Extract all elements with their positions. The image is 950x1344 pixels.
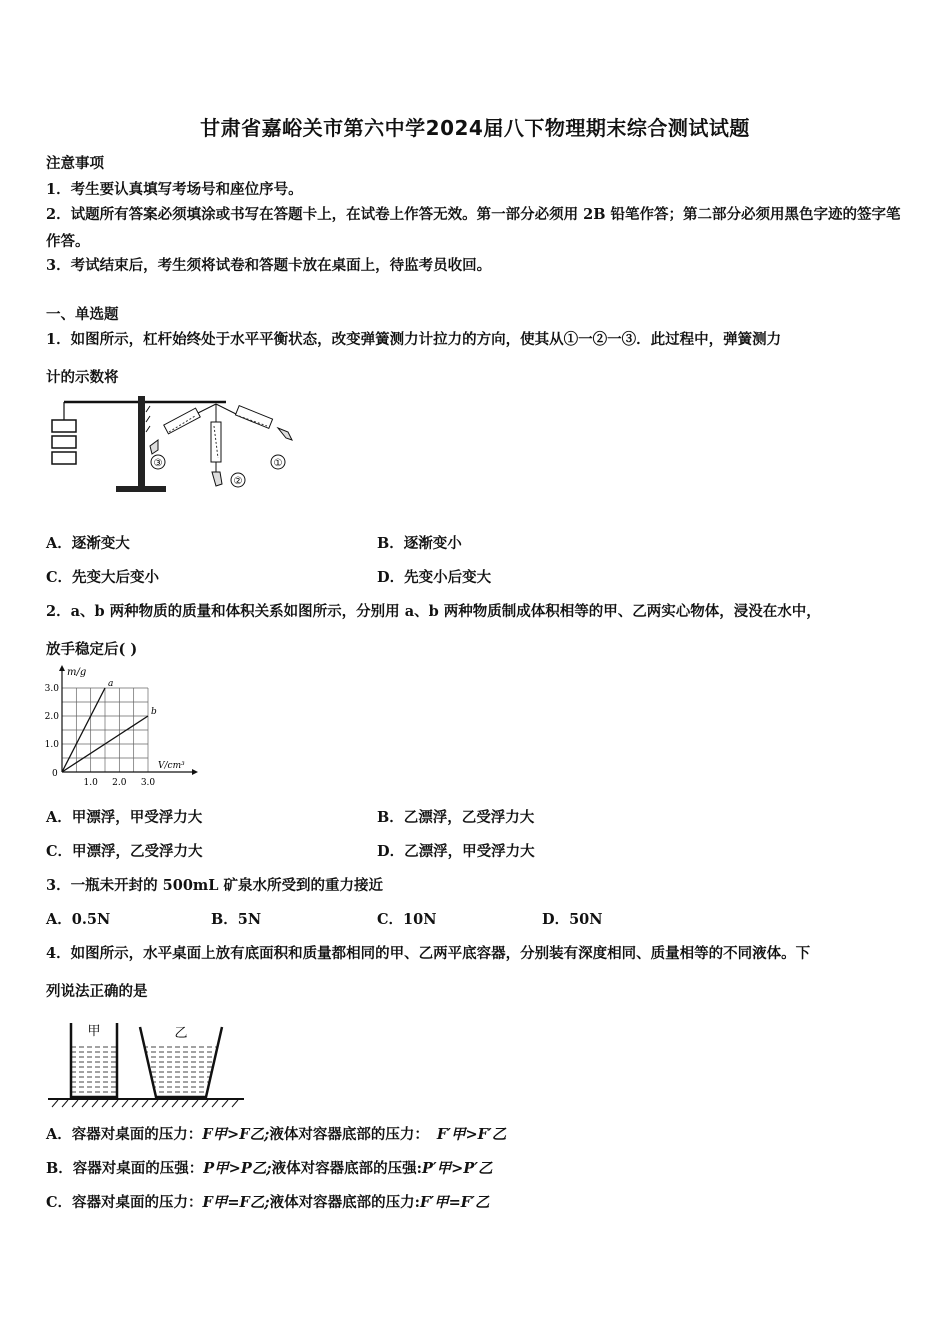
q4-option-c-mid: 液体对容器底部的压力: [269, 1194, 420, 1211]
label-1: ① [273, 458, 283, 469]
q2-option-c[interactable]: C．甲漂浮，乙受浮力大 [46, 843, 203, 860]
notice-item-1: 1．考生要认真填写考场号和座位序号。 [46, 181, 303, 198]
q2-text-line2: 放手稳定后( ) [46, 641, 138, 658]
q4-option-b-mid: 液体对容器底部的压强: [271, 1160, 422, 1177]
q4-option-c-relation: F甲=F乙; [202, 1194, 270, 1211]
spring-scale-1 [216, 404, 292, 440]
container-label-jia: 甲 [87, 1024, 101, 1039]
q4-option-a-prefix: A．容器对桌面的压力： [46, 1126, 203, 1143]
y-axis-arrow [59, 665, 65, 671]
origin-label: 0 [52, 769, 58, 779]
label-3: ③ [153, 458, 163, 469]
container-label-yi: 乙 [174, 1026, 188, 1041]
section-heading: 一、单选题 [46, 306, 119, 323]
x-axis-label: V/cm³ [158, 761, 185, 771]
spring-scale-3 [150, 404, 216, 454]
q4-option-b-relation2: P′甲>P′乙 [421, 1160, 493, 1177]
q1-option-c[interactable]: C．先变大后变小 [46, 569, 160, 586]
y-tick-label: 3.0 [44, 684, 59, 694]
lever-figure [46, 392, 306, 498]
q3-option-b[interactable]: B．5N [211, 911, 262, 928]
notice-item-3: 3．考试结束后，考生须将试卷和答题卡放在桌面上，待监考员收回。 [46, 257, 492, 274]
q3-text: 3．一瓶未开封的 500mL 矿泉水所受到的重力接近 [46, 877, 383, 894]
y-axis-label: m/g [67, 667, 87, 678]
liquid-jia [71, 1045, 117, 1097]
q2-option-a[interactable]: A．甲漂浮，甲受浮力大 [46, 809, 203, 826]
containers-figure [46, 1015, 246, 1110]
q1-option-d[interactable]: D．先变小后变大 [377, 569, 492, 586]
mass-volume-chart [40, 665, 200, 790]
y-tick-label: 2.0 [44, 712, 59, 722]
q4-text-line2: 列说法正确的是 [46, 983, 148, 1000]
q1-option-b[interactable]: B．逐渐变小 [377, 535, 462, 552]
page-title: 甘肃省嘉峪关市第六中学2024届八下物理期末综合测试试题 [200, 116, 750, 140]
y-tick-label: 1.0 [44, 740, 59, 750]
x-tick-label: 2.0 [112, 778, 127, 788]
x-axis-arrow [192, 769, 198, 775]
table-hatch [52, 1100, 238, 1107]
q1-text-line1: 1．如图所示，杠杆始终处于水平平衡状态，改变弹簧测力计拉力的方向，使其从①一②一③．此过程中，弹簧测力 [46, 331, 782, 348]
q1-option-a[interactable]: A．逐渐变大 [46, 535, 130, 552]
q3-option-c[interactable]: C．10N [377, 911, 437, 928]
q4-option-c-prefix: C．容器对桌面的压力： [46, 1194, 203, 1211]
series-label-b: b [151, 707, 157, 717]
q2-text-line1: 2．a、b 两种物质的质量和体积关系如图所示，分别用 a、b 两种物质制成体积相等的甲、乙两实心物体，浸没在水中， [46, 603, 821, 620]
q4-option-c[interactable] [46, 1191, 489, 1212]
label-2: ② [233, 476, 243, 487]
q3-option-a[interactable]: A．0.5N [46, 911, 111, 928]
q4-option-a-relation2: F′甲>F′乙 [436, 1126, 507, 1143]
q4-option-b-prefix: B．容器对桌面的压强： [46, 1160, 204, 1177]
q2-option-d[interactable]: D．乙漂浮，甲受浮力大 [377, 843, 535, 860]
notice-heading: 注意事项 [46, 155, 104, 172]
q4-option-b[interactable] [46, 1157, 493, 1178]
spring-scale-2 [211, 404, 222, 486]
q4-option-b-relation: P甲>P乙; [203, 1160, 272, 1177]
q1-text-line2: 计的示数将 [46, 369, 119, 386]
q4-option-a-relation: F甲>F乙; [202, 1126, 270, 1143]
q4-option-a-mid: 液体对容器底部的压力： [269, 1126, 429, 1143]
x-tick-label: 3.0 [140, 778, 156, 788]
q4-option-c-relation2: F′甲=F′乙 [420, 1194, 490, 1211]
x-tick-label: 1.0 [83, 778, 98, 788]
notice-item-2: 2．试题所有答案必须填涂或书写在答题卡上，在试卷上作答无效。第一部分必须用 2B 铅笔作答；第二部分必须用黑色字迹的签字笔作答。 [46, 206, 901, 250]
q4-option-a[interactable] [46, 1123, 506, 1144]
q3-option-d[interactable]: D．50N [542, 911, 603, 928]
q4-text-line1: 4．如图所示，水平桌面上放有底面积和质量都相同的甲、乙两平底容器，分别装有深度相同、质量相等的不同液体。下 [46, 945, 811, 962]
series-label-a: a [108, 679, 114, 689]
q2-option-b[interactable]: B．乙漂浮，乙受浮力大 [377, 809, 535, 826]
